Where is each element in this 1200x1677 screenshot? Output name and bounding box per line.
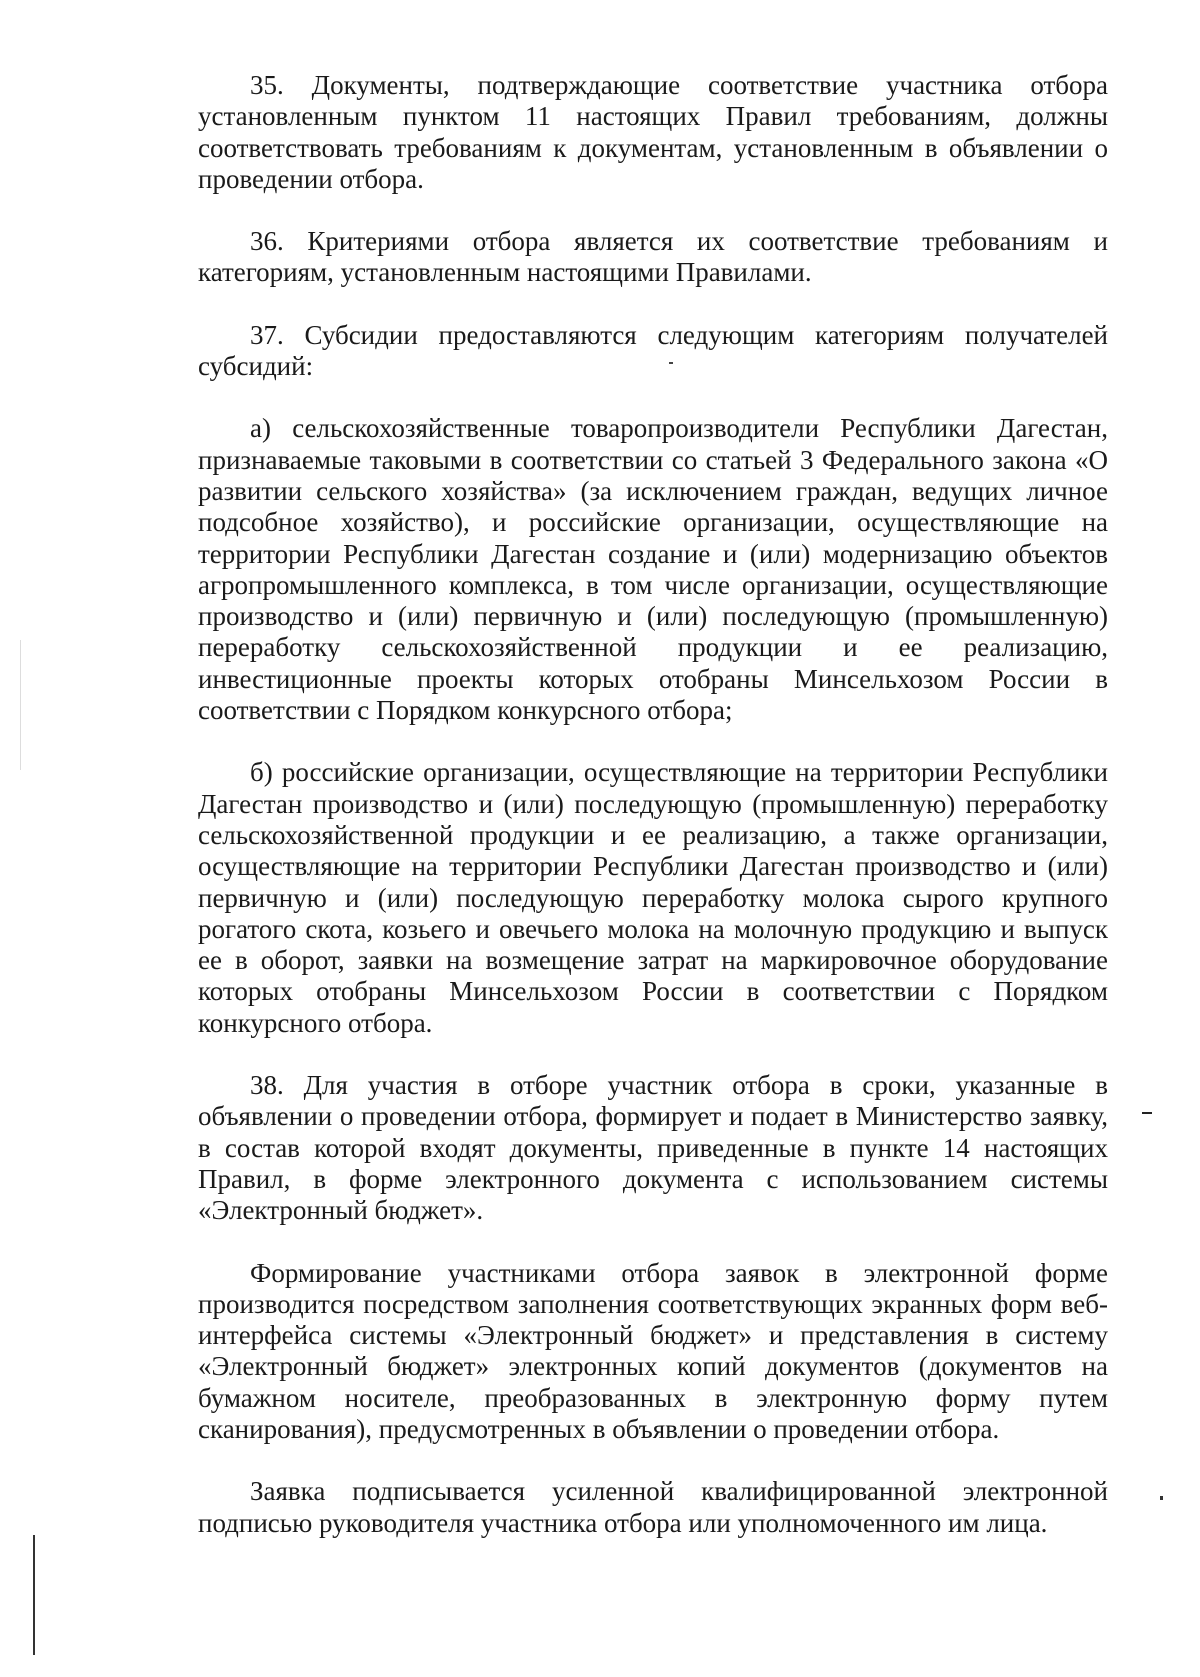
paragraph-36: 36. Критериями отбора является их соответствие требованиям и категориям, установленным настоящими Правилами. xyxy=(198,226,1108,288)
scan-margin-line-left xyxy=(33,1535,35,1655)
scan-margin-line-faint xyxy=(20,640,21,770)
paragraph-35: 35. Документы, подтверждающие соответствие участника отбора установленным пунктом 11 настоящих Правил требованиям, должны соответствовать требованиям к документам, установленным в объявлении о проведении отбора. xyxy=(198,70,1108,194)
paragraph-37: 37. Субсидии предоставляются следующим категориям получателей субсидий: xyxy=(198,319,1108,382)
paragraph-38: 38. Для участия в отборе участник отбора в сроки, указанные в объявлении о проведении отбора, формирует и подает в Министерство заявку, в состав которой входят документы, приведенные в пункте 14 настоящих Правил, в форме электронного документа с использованием системы «Электронный бюджет». xyxy=(198,1070,1108,1226)
paragraph-37-a: а) сельскохозяйственные товаропроизводители Республики Дагестан, признаваемые таковыми в соответствии со статьей 3 Федерального закона «О развитии сельского хозяйства» (за исключением граждан, ведущих личное подсобное хозяйство), и российские организации, осуществляющие на территории Республики Дагестан создание и (или) модернизацию объектов агропромышленного комплекса, в том числе организации, осуществляющие производство и (или) первичную и (или) последующую (промышленную) переработку сельскохозяйственной продукции и ее реализацию, инвестиционные проекты которых отобраны Минсельхозом России в соответствии с Порядком конкурсного отбора; xyxy=(198,413,1108,726)
scan-speck-top xyxy=(669,362,673,364)
document-body xyxy=(198,70,1108,1539)
paragraph-38-electronic-form: Формирование участниками отбора заявок в электронной форме производится посредством заполнения соответствующих экранных форм веб-интерфейса системы «Электронный бюджет» и представления в систему «Электронный бюджет» электронных копий документов (документов на бумажном носителе, преобразованных в электронную форму путем сканирования), предусмотренных в объявлении о проведении отбора. xyxy=(198,1257,1108,1444)
scan-dash-right xyxy=(1142,1112,1152,1114)
paragraph-37-b: б) российские организации, осуществляющие на территории Республики Дагестан производство и (или) последующую (промышленную) переработку сельскохозяйственной продукции и ее реализацию, а также организации, осуществляющие на территории Республики Дагестан производство и (или) первичную и (или) последующую переработку молока сырого крупного рогатого скота, козьего и овечьего молока на молочную продукцию и выпуск ее в оборот, заявки на возмещение затрат на маркировочное оборудование которых отобраны Минсельхозом России в соответствии с Порядком конкурсного отбора. xyxy=(198,757,1108,1038)
paragraph-38-signature: Заявка подписывается усиленной квалифицированной электронной подписью руководителя участника отбора или уполномоченного им лица. xyxy=(198,1476,1108,1538)
scan-speck-bottom xyxy=(1160,1496,1163,1500)
